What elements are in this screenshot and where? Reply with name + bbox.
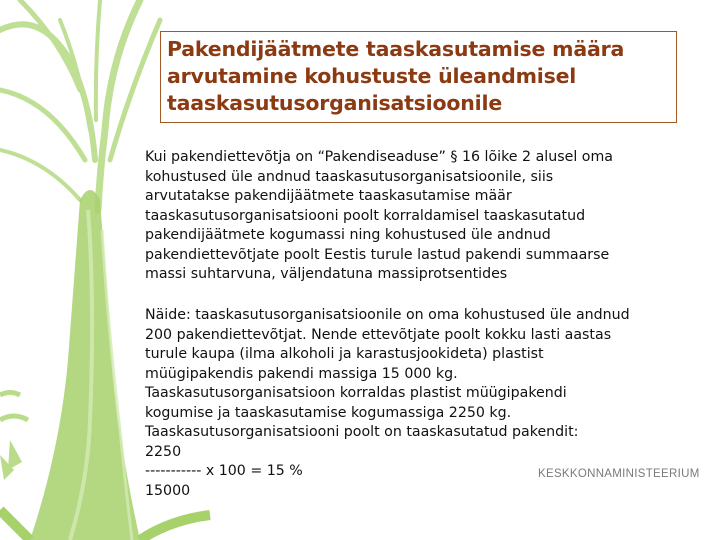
- text-line: Taaskasutusorganisatsiooni poolt on taaskasutatud pakendit:: [145, 424, 579, 440]
- text-line: kogumise ja taaskasutamise kogumassiga 2250 kg.: [145, 404, 512, 421]
- text-line: pakendijäätmete kogumassi ning kohustused üle andnud: [145, 227, 551, 243]
- text-line: müügipakendis pakendi massiga 15 000 kg.: [145, 365, 458, 382]
- text-line: Taaskasutusorganisatsioon korraldas plastist müügipakendi: [145, 385, 567, 401]
- text-line: kohustused üle andnud taaskasutusorganisatsioonile, siis: [145, 168, 554, 185]
- ministry-logo-text: KESKKONNAMINISTEERIUM: [538, 468, 700, 480]
- paragraph-definition: [145, 148, 690, 285]
- text-line: 200 pakendiettevõtjat. Nende ettevõtjate poolt kokku lasti aastas: [145, 326, 612, 343]
- formula-line: ----------- x 100 = 15 %: [145, 463, 303, 479]
- text-line: massi suhtarvuna, väljendatuna massiprotsentides: [145, 266, 508, 282]
- text-line: Näide: taaskasutusorganisatsioonile on oma kohustused üle andnud: [145, 307, 630, 323]
- text-line: arvutatakse pakendijäätmete taaskasutamise määr: [145, 188, 512, 204]
- title-box: [160, 31, 677, 123]
- text-line: Kui pakendiettevõtja on “Pakendiseaduse” § 16 lõike 2 alusel oma: [145, 149, 613, 165]
- formula-denominator: 15000: [145, 482, 191, 499]
- text-line: taaskasutusorganisatsiooni poolt korraldamisel taaskasutatud: [145, 207, 586, 224]
- text-line: turule kaupa (ilma alkoholi ja karastusjookideta) plastist: [145, 346, 544, 362]
- slide-title: Pakendijäätmete taaskasutamise määra arvutamine kohustuste üleandmisel taaskasutusorganisatsioonile: [167, 37, 625, 115]
- formula-numerator: 2250: [145, 443, 182, 460]
- text-line: pakendiettevõtjate poolt Eestis turule lastud pakendi summaarse: [145, 246, 610, 263]
